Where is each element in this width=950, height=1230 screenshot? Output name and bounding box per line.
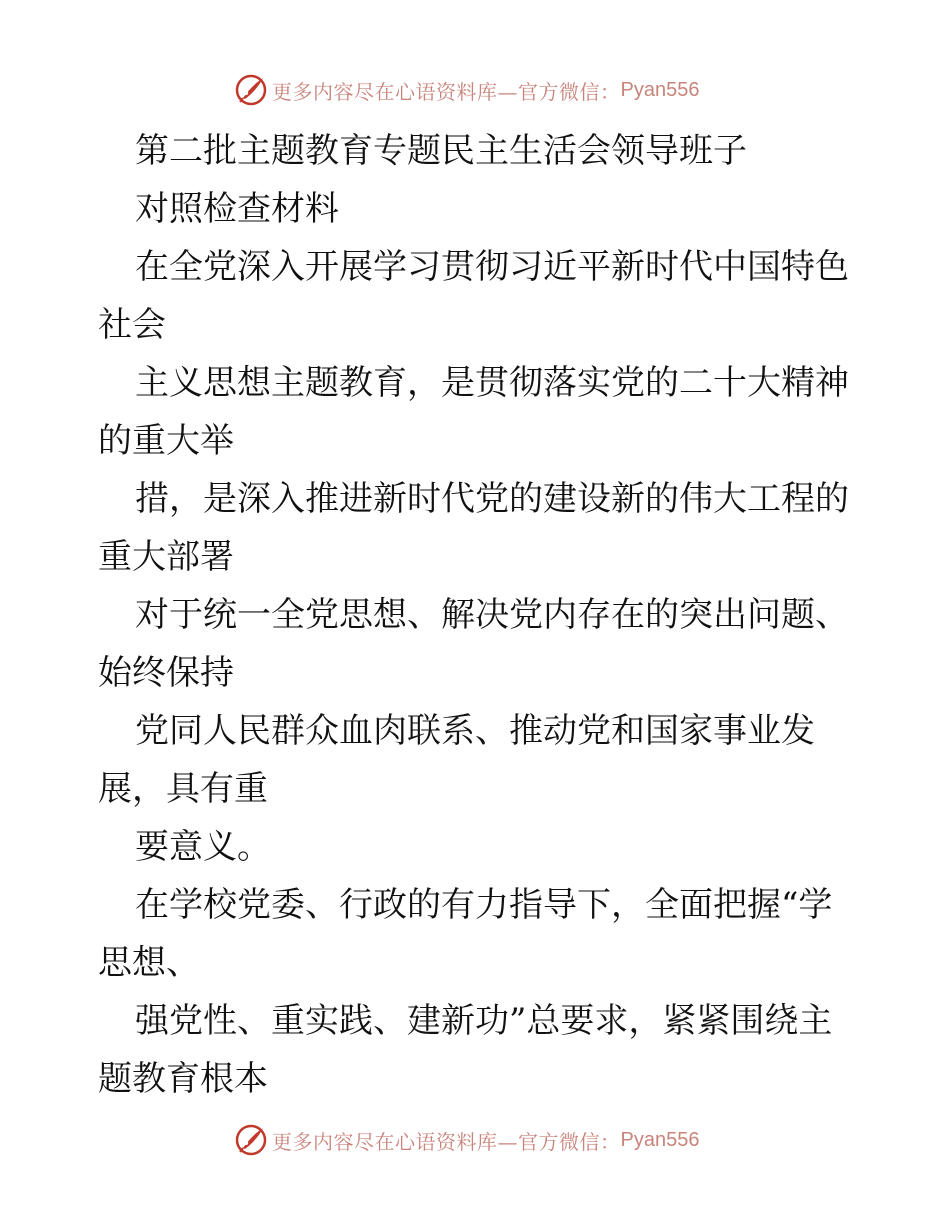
paragraph-line: 对于统一全党思想、解决党内存在的突出问题、 [135,595,849,635]
header-text: 更多内容尽在心语资料库—官方微信： [272,79,621,104]
header-account: Pyan556 [620,78,700,101]
paragraph-line: 在全党深入开展学习贯彻习近平新时代中国特色 [135,247,849,287]
document-title-line-1: 第二批主题教育专题民主生活会领导班子 [135,131,747,171]
document-body [98,122,858,1108]
feather-pen-seal-icon [234,73,268,107]
paragraph-line: 展，具有重 [98,769,268,809]
paragraph-line: 要意义。 [135,827,271,867]
paragraph-line: 思想、 [98,943,200,983]
document-title-line-2: 对照检查材料 [135,189,339,229]
paragraph-line: 始终保持 [98,653,234,693]
footer-banner [234,1120,714,1160]
paragraph-line: 重大部署 [98,537,234,577]
paragraph-line: 社会 [98,305,166,345]
paragraph-line: 的重大举 [98,421,234,461]
paragraph-line: 在学校党委、行政的有力指导下，全面把握“学 [135,885,833,925]
paragraph-line: 主义思想主题教育，是贯彻落实党的二十大精神 [135,363,849,403]
paragraph-line: 强党性、重实践、建新功”总要求，紧紧围绕主 [135,1001,833,1041]
footer-account: Pyan556 [620,1128,700,1151]
paragraph-line: 措，是深入推进新时代党的建设新的伟大工程的 [135,479,849,519]
header-banner [234,70,714,110]
paragraph-line: 党同人民群众血肉联系、推动党和国家事业发 [135,711,815,751]
paragraph-line: 题教育根本 [98,1059,268,1099]
footer-text: 更多内容尽在心语资料库—官方微信： [272,1129,621,1154]
feather-pen-seal-icon [234,1123,268,1157]
